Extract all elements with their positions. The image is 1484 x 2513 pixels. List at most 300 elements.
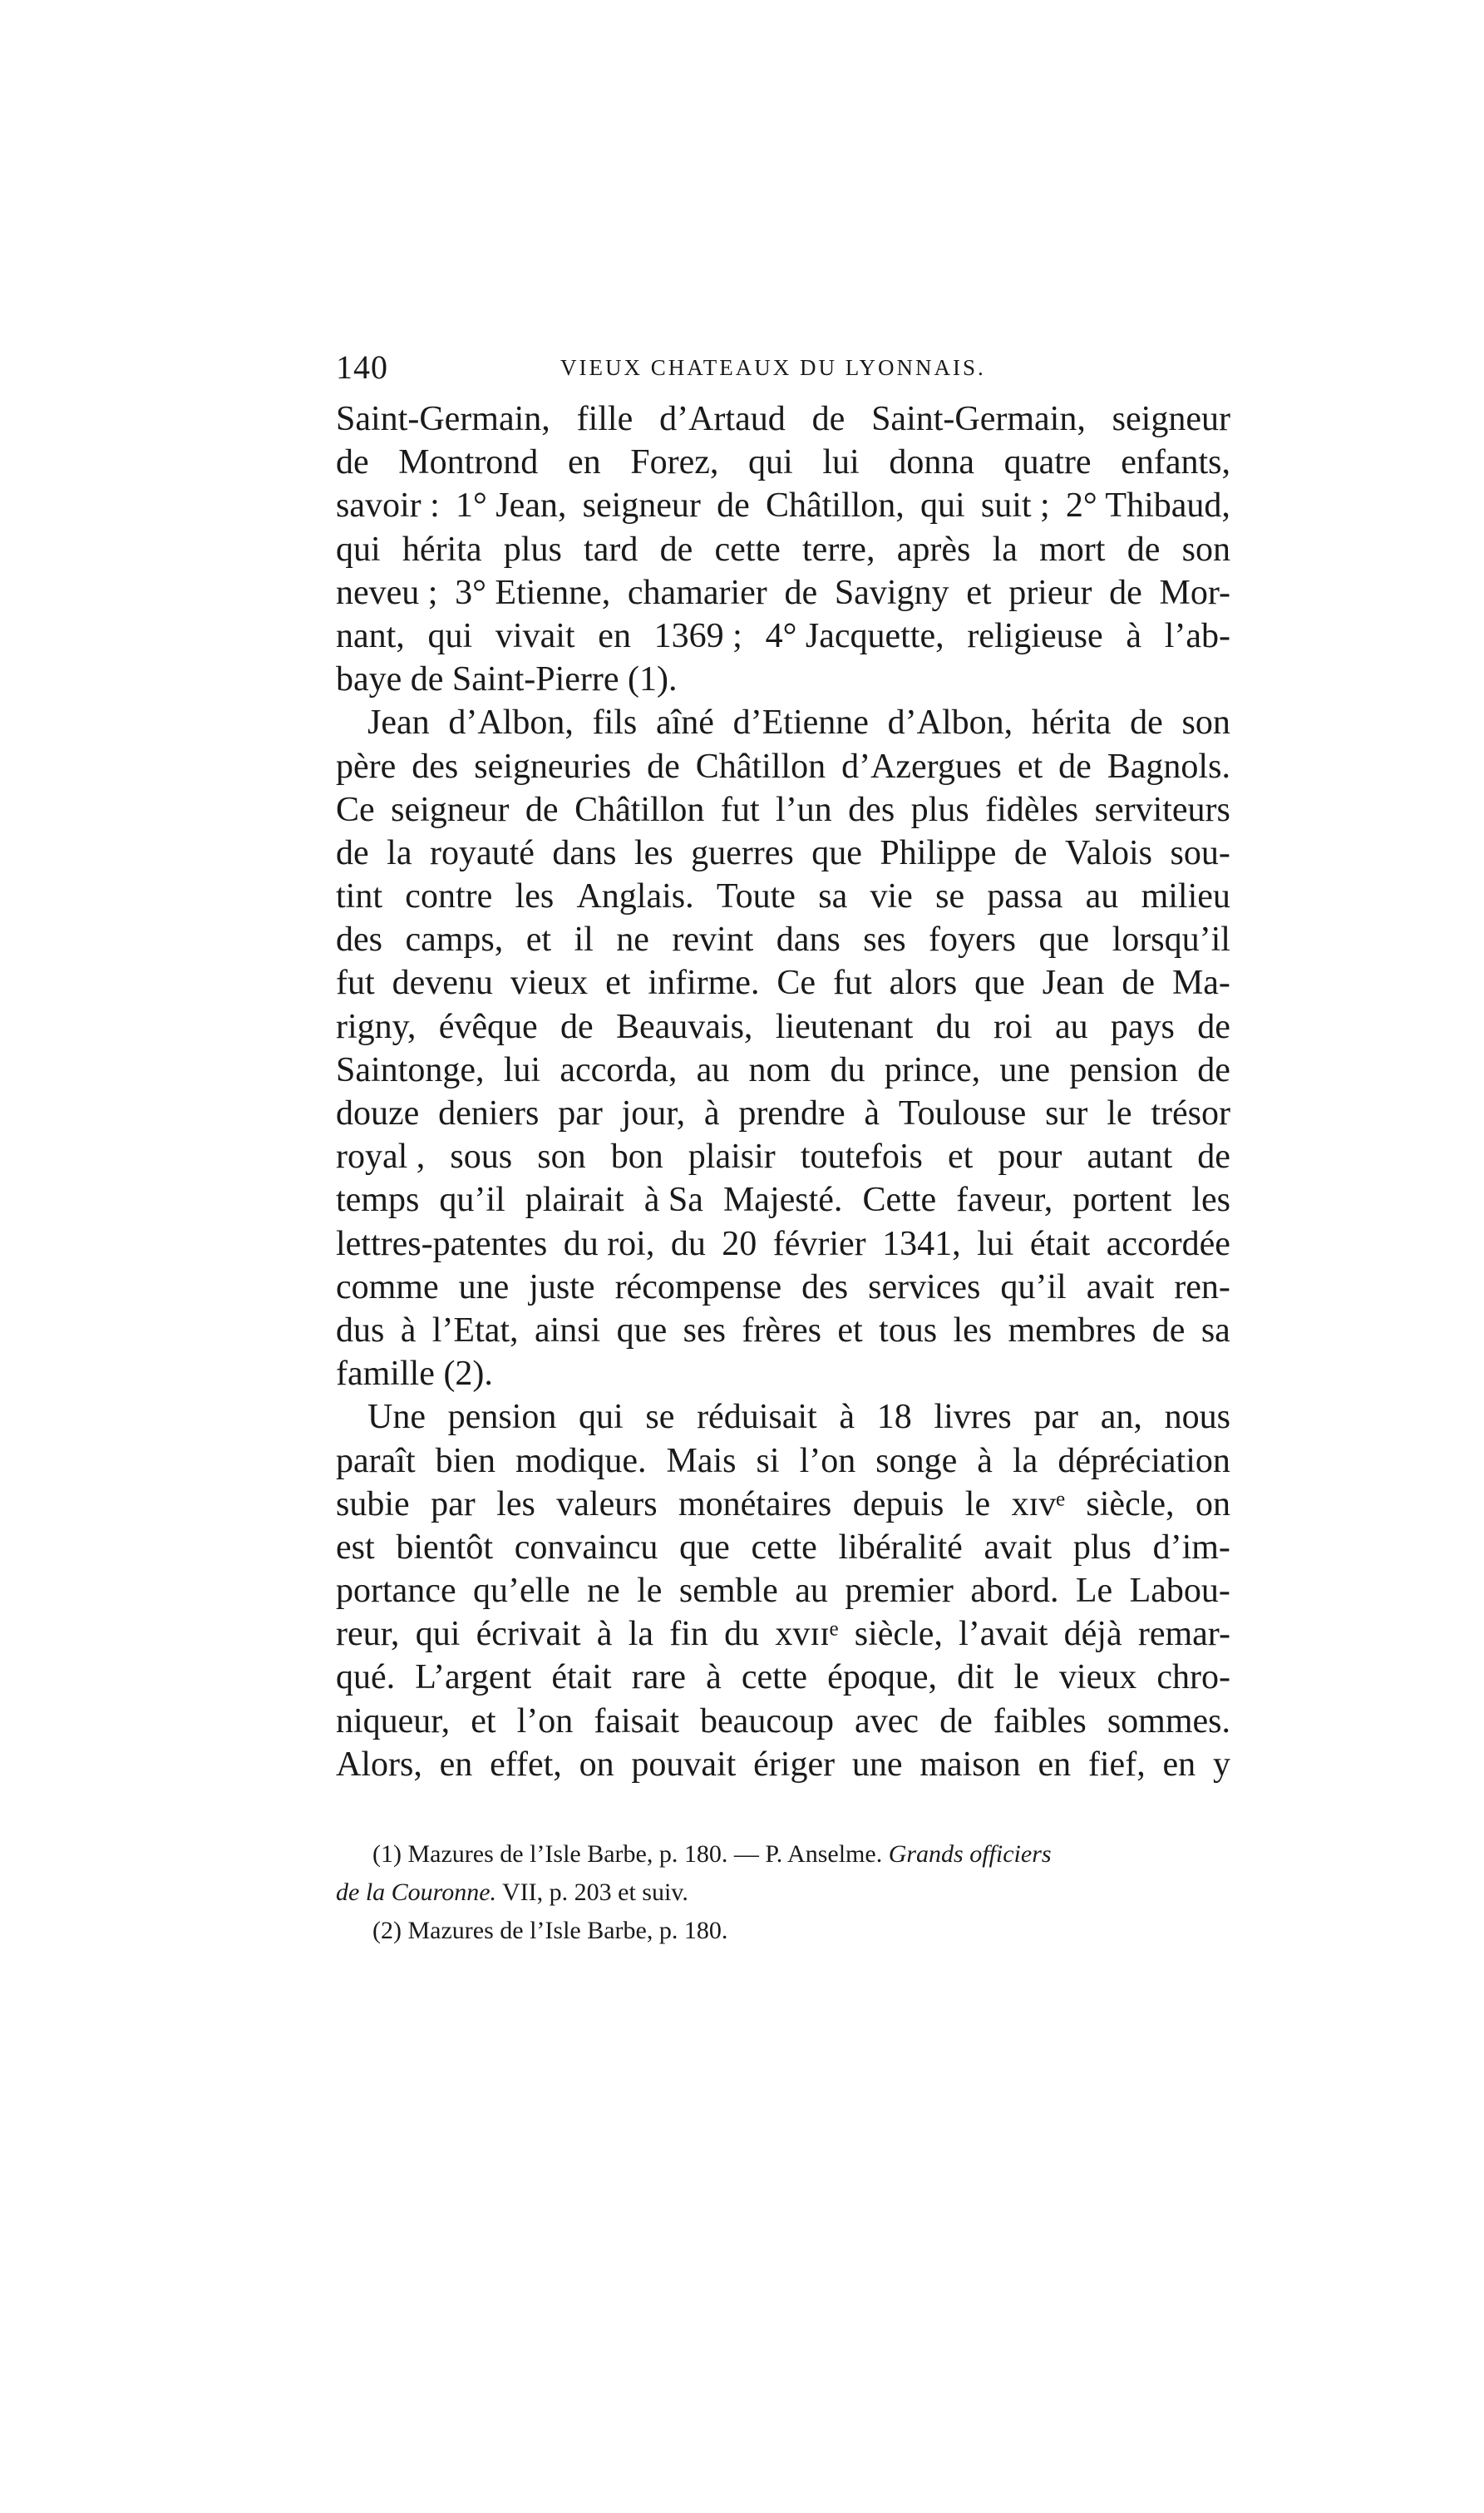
word: 4° Jacquette, [765,616,944,655]
word: Savigny [834,573,949,612]
word: 1341, [882,1224,961,1263]
text-line [336,875,1230,918]
word: du [830,1050,865,1089]
text-line [336,1395,1230,1439]
text-line [336,1700,1230,1743]
word: comme [336,1267,439,1306]
word: Toute [716,877,796,916]
word: maison [919,1745,1021,1784]
word: et [947,1138,974,1177]
word: alors [889,964,958,1003]
text-line [336,1309,1230,1352]
text-line [336,1135,1230,1178]
body-text [336,397,1230,1786]
word: faibles [993,1701,1087,1740]
word: Saintonge, [336,1050,485,1089]
word: pension [1069,1050,1178,1089]
word: ne [616,921,649,960]
word: par [1033,1398,1079,1437]
word: Toulouse [898,1094,1027,1133]
text-line [336,1222,1230,1266]
word: roi [993,1007,1033,1046]
word: nom [748,1050,811,1089]
word: siècle, [854,1615,943,1654]
word: reur, [336,1615,400,1654]
word: fut [720,790,760,829]
word: son [537,1138,586,1177]
word: mort [1039,530,1106,569]
word: jour, [621,1094,686,1133]
word: Châtillon [574,790,705,829]
word: fut [336,964,375,1003]
word: époque, [827,1658,937,1697]
text-line [336,1569,1230,1612]
word: chamarier [627,573,767,612]
word: L’argent [415,1658,532,1697]
word: plaisir [688,1138,776,1177]
word: au [1085,877,1119,916]
word: par [431,1484,476,1523]
word: de [1151,1311,1186,1350]
page-number: 140 [336,348,388,386]
word: Alors, [336,1745,422,1784]
word: que [679,1528,730,1567]
word: de [1197,1007,1230,1046]
word: accordée [1106,1224,1230,1263]
word: qui [579,1398,624,1437]
word: seigneuries [474,747,632,786]
word: temps [336,1181,420,1220]
word: dit [957,1658,994,1697]
word: rare [631,1658,686,1697]
text-line [336,788,1230,832]
word: du [935,1007,971,1046]
text-line [336,658,1230,701]
word: foyers [929,921,1017,960]
word: quatre [1003,443,1092,482]
word: Mais [666,1441,737,1480]
word: plairait [525,1181,624,1220]
word: seigneur [1112,400,1230,438]
word: fin [669,1615,708,1654]
word: ren- [1174,1267,1230,1306]
word: père [336,747,397,786]
word: que [1038,921,1090,960]
word: de [1130,704,1163,743]
word: à [596,1615,613,1654]
word: et [525,921,552,960]
word: et [1017,747,1043,786]
word: Jean [367,704,430,743]
word: dus [336,1311,385,1350]
word: des [412,747,459,786]
text-line [336,1612,1230,1656]
word: fils [592,704,638,743]
word: Majesté. [722,1181,843,1220]
word: prieur [1008,573,1092,612]
word: en [1162,1745,1196,1784]
word: qui [415,1615,461,1654]
word: fut [832,964,872,1003]
word: qui [336,530,381,569]
word: en [439,1745,473,1784]
footnotes [336,1835,1230,1950]
text-line [336,918,1230,961]
word: lettres-patentes [336,1224,548,1263]
text-line [336,745,1230,788]
word: an, [1100,1398,1142,1437]
word: au [795,1572,828,1611]
word: Châtillon [695,747,826,786]
word: Ma- [1171,964,1230,1003]
word: de [1109,573,1142,612]
word: l’ab- [1164,616,1230,655]
word: remar- [1137,1615,1230,1654]
word: bien [435,1441,495,1480]
word: une [851,1745,903,1784]
word: ainsi [534,1311,601,1350]
word: 2° Thibaud, [1065,486,1230,526]
word: ériger [753,1745,836,1784]
word: convaincu [514,1528,658,1567]
word: à [706,1658,722,1697]
word: faveur, [956,1181,1053,1220]
word: de [336,443,369,482]
word: milieu [1141,877,1230,916]
word: avait [984,1528,1053,1567]
word: février [772,1224,866,1263]
word: qu’il [439,1181,505,1220]
word: une [458,1267,510,1306]
word: plus [503,530,562,569]
word: le [637,1572,663,1611]
word: réduisait [697,1398,817,1437]
word: de [1197,1050,1230,1089]
word: vieux [1058,1658,1137,1697]
word: on [579,1745,614,1784]
word: à [839,1398,855,1437]
word: du [670,1224,706,1263]
word: Une [367,1398,426,1437]
word: Philippe [880,833,997,872]
word: dépréciation [1058,1441,1230,1480]
word: xᴠɪɪᵉ [775,1615,839,1654]
word: modique. [515,1441,647,1480]
word: juste [529,1267,595,1306]
word: guerres [691,833,794,872]
word: de [659,530,693,569]
word: cette [741,1658,808,1697]
word: d’Azergues [841,747,1002,786]
word: Saint-Germain, [336,400,550,438]
word: et [837,1311,863,1350]
word: serviteurs [1094,790,1230,829]
text-line [336,615,1230,658]
word: paraît [336,1441,416,1480]
footnote-1-line-1 [336,1835,1230,1874]
word: les [496,1484,535,1523]
word: seigneur [582,486,701,526]
word: Châtillon, [765,486,905,526]
word: du [724,1615,760,1654]
text-line [336,701,1230,744]
word: hérita [402,530,482,569]
word: à [703,1094,720,1133]
word: de [1013,833,1048,872]
word: pour [998,1138,1062,1177]
word: que [616,1311,668,1350]
word: toutefois [800,1138,923,1177]
word: d’Etienne [732,704,869,743]
text-line [336,1092,1230,1135]
word: Jean [1042,964,1105,1003]
word: se [935,877,965,916]
word: après [896,530,971,569]
text-line [336,1005,1230,1049]
word: tous [879,1311,938,1350]
word: portent [1072,1181,1172,1220]
word: effet, [490,1745,562,1784]
word: devenu [392,964,493,1003]
text-line [336,1656,1230,1699]
word: prince, [884,1050,981,1089]
word: la [1012,1441,1038,1480]
word: suit ; [980,486,1050,526]
word: 1° Jean, [456,486,567,526]
word: les [634,833,673,872]
word: la [628,1615,653,1654]
footnote-2 [336,1912,1230,1950]
word: douze [336,1094,420,1133]
word: qu’il [1000,1267,1067,1306]
word: Ce [777,964,816,1003]
word: portance [336,1572,456,1611]
word: l’avait [959,1615,1048,1654]
word: évêque [438,1007,538,1046]
word: royauté [429,833,535,872]
word: récompense [614,1267,782,1306]
word: plus [1072,1528,1131,1567]
word: de [647,747,680,786]
word: et [605,964,631,1003]
word: avec [855,1701,919,1740]
word: enfants, [1121,443,1230,482]
word: à [864,1094,880,1133]
word: camps, [405,921,504,960]
word: lui [822,443,860,482]
word: au [1054,1007,1088,1046]
word: qu’elle [473,1572,570,1611]
word: hérita [1031,704,1112,743]
word: tard [584,530,638,569]
word: bon [610,1138,663,1177]
word: de [939,1701,973,1740]
text-line [336,1352,1230,1395]
word: deniers [438,1094,540,1133]
word: sou- [1170,833,1230,872]
word: seigneur [391,790,510,829]
footnote-1-title: Grands officiers [888,1840,1052,1868]
text-line [336,961,1230,1005]
word: des [848,790,895,829]
running-title: VIEUX CHATEAUX DU LYONNAIS. [560,355,986,380]
word: cette [714,530,781,569]
footnote-2-text: (2) Mazures de l’Isle Barbe, p. 180. [372,1917,728,1944]
word: l’on [799,1441,856,1480]
word: dans [552,833,617,872]
text-line [336,1526,1230,1569]
word: autant [1087,1138,1173,1177]
word: 1369 ; [653,616,742,655]
word: niqueur, [336,1701,451,1740]
word: les [515,877,555,916]
word: si [756,1441,780,1480]
word: nant, [336,616,405,655]
word: chro- [1156,1658,1230,1697]
word: des [801,1267,849,1306]
word: qui [748,443,793,482]
word: dans [776,921,841,960]
word: les [953,1311,993,1350]
word: déjà [1063,1615,1122,1654]
word: monétaires [678,1484,832,1523]
word: donna [889,443,974,482]
word: vivait [495,616,575,655]
word: en [598,616,631,655]
word: à [400,1311,417,1350]
word: 3° Etienne, [455,573,611,612]
text-line [336,441,1230,484]
word: terre, [802,530,875,569]
word: est [336,1528,375,1567]
word: fief, [1087,1745,1146,1784]
word: pouvait [631,1745,737,1784]
footnote-1-title-cont: de la Couronne. [336,1879,497,1906]
word: le [1107,1094,1132,1133]
word: premier [845,1572,954,1611]
word: sous [450,1138,513,1177]
word: valeurs [556,1484,658,1523]
word: à Sa [643,1181,703,1220]
word: vieux [510,964,589,1003]
word: faisait [594,1701,679,1740]
word: 20 [722,1224,757,1263]
word: neveu ; [336,573,438,612]
word: pension [447,1398,557,1437]
word: son [1181,530,1230,569]
word: ne [587,1572,620,1611]
word: lorsqu’il [1112,921,1230,960]
word: y [1212,1745,1230,1784]
text-line [336,1483,1230,1526]
word: xɪᴠᵉ [1011,1484,1065,1523]
word: était [551,1658,612,1697]
word: du roi, [563,1224,655,1263]
word: subie [336,1484,410,1523]
word: de [1197,1138,1230,1177]
word: d’im- [1152,1528,1230,1567]
word: avait [1086,1267,1155,1306]
word: que [811,833,862,872]
word: lui [977,1224,1014,1263]
word: Saint-Germain, [871,400,1086,438]
word: la [992,530,1018,569]
text-line [336,528,1230,571]
word: en [567,443,601,482]
word: Cette [862,1181,937,1220]
word: fidèles [985,790,1079,829]
word: à [977,1441,993,1480]
word: services [868,1267,981,1306]
word: qué. [336,1658,396,1697]
word: l’un [776,790,832,829]
word: siècle, [1086,1484,1175,1523]
word: depuis [852,1484,944,1523]
word: Anglais. [576,877,694,916]
word: songe [875,1441,958,1480]
word: de [560,1007,594,1046]
text-line [336,832,1230,875]
word: le [964,1484,991,1523]
word: d’Artaud [659,400,786,438]
text-line [336,1049,1230,1092]
word: de [1122,964,1155,1003]
word: par [558,1094,603,1133]
footnote-1-ref: VII, p. 203 et suiv. [496,1879,688,1906]
text-line [336,571,1230,615]
word: libéralité [838,1528,963,1567]
word: qui [427,616,473,655]
word: nous [1164,1398,1230,1437]
word: semble [678,1572,778,1611]
word: Forez, [630,443,719,482]
word: sur [1045,1094,1088,1133]
word: sa [818,877,848,916]
word: au [696,1050,730,1089]
footnote-1-text: (1) Mazures de l’Isle Barbe, p. 180. — P. Anselme. [372,1840,883,1868]
word: de [784,573,818,612]
word: ses [683,1311,727,1350]
word: de [525,790,559,829]
word: à [1126,616,1141,655]
word: sa [1201,1311,1230,1350]
word: Mor- [1159,573,1230,612]
text-line [336,484,1230,527]
word: beaucoup [700,1701,834,1740]
word: les [1191,1181,1230,1220]
word: royal , [336,1138,426,1177]
word: cette [751,1528,817,1567]
word: il [574,921,594,960]
word: l’on [516,1701,574,1740]
word: vie [870,877,913,916]
word: de [811,400,846,438]
word: baye de Saint-Pierre (1). [336,660,678,699]
word: Valois [1065,833,1153,872]
word: se [645,1398,675,1437]
word: de [336,833,369,872]
text-line [336,1178,1230,1222]
running-head [336,343,1230,393]
word: on [1195,1484,1230,1523]
word: son [1181,704,1230,743]
word: passa [987,877,1063,916]
word: membres [1008,1311,1136,1350]
word: ses [863,921,906,960]
word: savoir : [336,486,440,526]
word: la [387,833,412,872]
word: que [974,964,1025,1003]
